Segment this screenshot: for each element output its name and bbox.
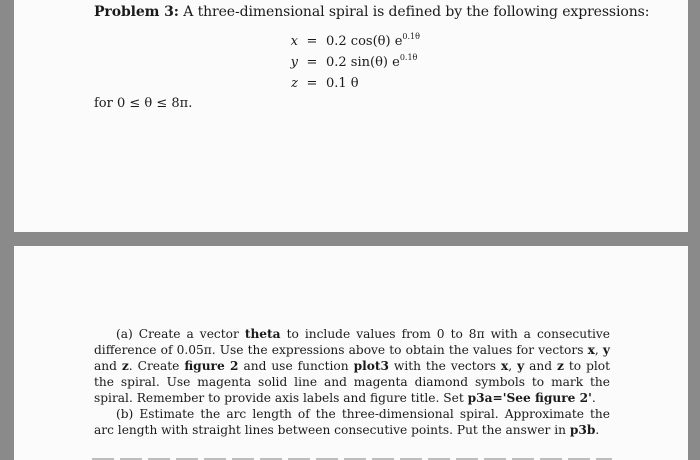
part-a-bold: x xyxy=(501,359,509,373)
equation-lhs: x xyxy=(290,34,298,49)
part-a-text: with the vectors xyxy=(388,359,502,373)
part-a-bold: p3a='See figure 2' xyxy=(467,391,592,405)
rhs-base: 0.2 cos(θ) e xyxy=(326,34,403,49)
equation-block xyxy=(284,32,420,95)
part-a-text: (a) Create a vector xyxy=(116,327,245,341)
problem-intro: A three-dimensional spiral is defined by the following expressions: xyxy=(183,4,650,20)
part-a-paragraph xyxy=(94,326,610,406)
equals-sign: = xyxy=(306,34,318,49)
page-bottom xyxy=(14,246,688,460)
equation-lhs: y xyxy=(290,55,298,70)
part-a-bold: z xyxy=(557,359,564,373)
part-a-text: . xyxy=(591,391,596,405)
part-a-bold: plot3 xyxy=(353,359,389,373)
equation-rhs xyxy=(326,74,359,91)
part-b-bold: p3b xyxy=(569,423,596,437)
part-a-bold: y xyxy=(602,343,610,357)
part-b-text: . xyxy=(595,423,600,437)
part-a-bold: z xyxy=(121,359,129,373)
part-a-text: and use function xyxy=(238,359,354,373)
equation-lhs: z xyxy=(291,76,298,91)
equation-rhs xyxy=(326,53,417,70)
equation-rhs xyxy=(326,32,420,49)
part-a-bold: y xyxy=(517,359,525,373)
part-b-paragraph xyxy=(94,406,610,438)
part-a-text: and xyxy=(524,359,558,373)
part-a-text: to include values from 0 to 8π with a consecutive difference of 0.05π. Use the expressions above to obtain the values for vectors xyxy=(94,327,610,357)
part-a-bold: theta xyxy=(244,327,281,341)
part-a-text: , xyxy=(508,359,518,373)
rhs-exponent: 0.1θ xyxy=(399,53,418,62)
part-a-bold: figure 2 xyxy=(184,359,239,373)
rhs-base: 0.2 sin(θ) e xyxy=(326,55,400,70)
problem-heading xyxy=(94,4,649,20)
theta-range: for 0 ≤ θ ≤ 8π. xyxy=(94,96,193,111)
part-a-text: and xyxy=(94,359,122,373)
rhs-base: 0.1 θ xyxy=(326,76,359,91)
part-a-bold: x xyxy=(587,343,595,357)
rhs-exponent: 0.1θ xyxy=(402,32,420,41)
part-a-text: , xyxy=(594,343,603,357)
equation-y xyxy=(284,53,420,74)
equation-x xyxy=(284,32,420,53)
equals-sign: = xyxy=(306,55,318,70)
part-a-text: . Create xyxy=(128,359,185,373)
part-b-text: (b) Estimate the arc length of the three-dimensional spiral. Approximate the arc length with straight lines between consecutive points. Put the answer in xyxy=(94,407,610,437)
problem-label: Problem 3: xyxy=(94,4,179,20)
part-a-text: to plot the spiral. Use magenta solid line and magenta diamond symbols to mark the spiral. Remember to provide axis labels and figure title. Set xyxy=(94,359,611,405)
equation-z xyxy=(284,74,420,95)
page-top xyxy=(14,0,688,232)
cut-off-next-line xyxy=(92,454,612,460)
equals-sign: = xyxy=(306,76,318,91)
